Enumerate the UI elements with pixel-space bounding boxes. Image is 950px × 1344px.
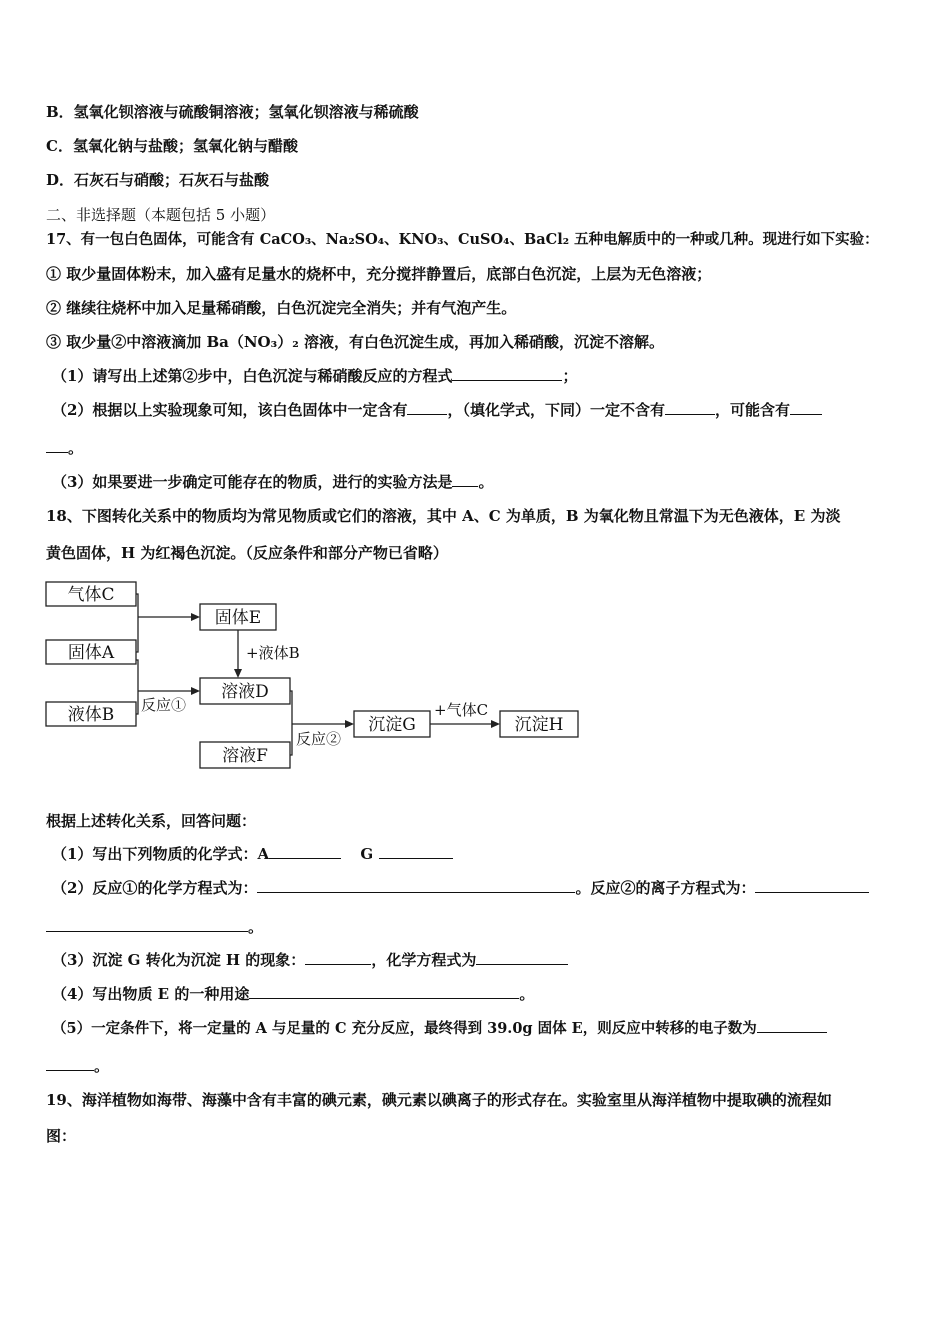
q18-sub1-text-a: （1）写出下列物质的化学式：A	[52, 845, 270, 863]
q18-sub2-cont	[46, 917, 263, 937]
q17-sub3-text: （3）如果要进一步确定可能存在的物质，进行的实验方法是	[52, 473, 453, 491]
label-solution-f: 溶液F	[222, 746, 268, 766]
q18-sub2-blank2[interactable]	[755, 878, 869, 893]
q18-intro: 根据上述转化关系，回答问题：	[46, 812, 257, 830]
q17-sub2-text-c: ，可能含有	[714, 401, 790, 419]
q17-step2: ② 继续往烧杯中加入足量稀硝酸，白色沉淀完全消失；并有气泡产生。	[46, 299, 517, 317]
q18-sub2-text-b: 。反应②的离子方程式为：	[575, 879, 756, 897]
q17-sub2-blank2[interactable]	[665, 400, 715, 415]
label-reaction-1: 反应①	[141, 696, 187, 714]
q17-sub1-end: ；	[562, 367, 578, 385]
label-solid-e: 固体E	[214, 608, 262, 628]
q19-stem-2: 图：	[46, 1127, 77, 1145]
option-d: D．石灰石与硝酸；石灰石与盐酸	[46, 171, 270, 189]
label-liquid-b: 液体B	[67, 705, 115, 725]
q18-sub2-blank1[interactable]	[257, 878, 575, 893]
q18-sub5-text: （5）一定条件下，将一定量的 A 与足量的 C 充分反应，最终得到 39.0g 固体 E，则反应中转移的电子数为	[52, 1020, 757, 1037]
q17-sub2-blank3[interactable]	[790, 400, 822, 415]
q18-sub3-blank2[interactable]	[476, 950, 568, 965]
q17-sub1	[52, 366, 577, 386]
q18-sub5	[52, 1018, 827, 1039]
q18-sub3-text-b: ，化学方程式为	[371, 951, 477, 969]
arrowhead-e-d	[234, 669, 242, 678]
arrowhead-e	[191, 613, 200, 621]
q18-sub2-end: 。	[248, 918, 264, 936]
q18-stem-2: 黄色固体，H 为红褐色沉淀。（反应条件和部分产物已省略）	[46, 544, 448, 562]
q18-sub1-blank-g[interactable]	[379, 844, 453, 859]
q18-sub5-blank-cont[interactable]	[46, 1056, 94, 1071]
label-plus-gas-c: +气体C	[434, 701, 489, 719]
q18-sub2	[52, 878, 869, 898]
q17-sub2-text-a: （2）根据以上实验现象可知，该白色固体中一定含有	[52, 401, 408, 419]
q17-sub2-cont	[46, 438, 83, 458]
q17-stem: 17、有一包白色固体，可能含有 CaCO₃、Na₂SO₄、KNO₃、CuSO₄、BaCl₂ 五种电解质中的一种或几种。现进行如下实验：	[46, 231, 879, 248]
q18-sub5-end: 。	[94, 1057, 110, 1075]
label-reaction-2: 反应②	[296, 730, 342, 748]
label-precip-h: 沉淀H	[514, 715, 564, 735]
q19-stem-1: 19、海洋植物如海带、海藻中含有丰富的碘元素，碘元素以碘离子的形式存在。实验室里从海洋植物中提取碘的流程如	[46, 1091, 832, 1109]
q18-sub3	[52, 950, 568, 970]
q18-sub4	[52, 984, 534, 1004]
q17-sub3-end: 。	[478, 473, 494, 491]
q18-sub5-blank[interactable]	[757, 1018, 827, 1033]
option-c: C．氢氧化钠与盐酸；氢氧化钠与醋酸	[46, 137, 298, 155]
q17-sub2	[52, 400, 822, 420]
label-gas-c: 气体C	[67, 585, 115, 605]
label-solid-a: 固体A	[67, 643, 115, 663]
q17-sub1-text: （1）请写出上述第②步中，白色沉淀与稀硝酸反应的方程式	[52, 367, 453, 385]
q18-sub1-text-b: G	[360, 845, 374, 863]
q17-sub3	[52, 472, 493, 492]
q18-sub4-end: 。	[519, 985, 535, 1003]
q17-sub3-blank[interactable]	[452, 472, 478, 487]
q18-sub2-blank2-cont[interactable]	[46, 917, 248, 932]
q18-sub1	[52, 844, 453, 864]
q18-sub2-text-a: （2）反应①的化学方程式为：	[52, 879, 258, 897]
q18-sub3-blank1[interactable]	[305, 950, 371, 965]
q17-sub1-blank[interactable]	[452, 366, 562, 381]
q17-step3: ③ 取少量②中溶液滴加 Ba（NO₃）₂ 溶液，有白色沉淀生成，再加入稀硝酸，沉淀不溶解。	[46, 333, 664, 351]
q17-sub2-blank1[interactable]	[407, 400, 447, 415]
q18-sub4-text: （4）写出物质 E 的一种用途	[52, 985, 250, 1003]
arrowhead-d	[191, 687, 200, 695]
q18-stem-1: 18、下图转化关系中的物质均为常见物质或它们的溶液，其中 A、C 为单质，B 为氧化物且常温下为无色液体，E 为淡	[46, 507, 841, 525]
label-precip-g: 沉淀G	[368, 715, 416, 735]
q18-sub3-text-a: （3）沉淀 G 转化为沉淀 H 的现象：	[52, 951, 306, 969]
q17-sub2-text-b: ，（填化学式，下同）一定不含有	[447, 401, 665, 419]
q18-sub4-blank[interactable]	[249, 984, 519, 999]
option-b: B．氢氧化钡溶液与硫酸铜溶液；氢氧化钡溶液与稀硫酸	[46, 103, 419, 121]
q17-sub2-blank3-cont[interactable]	[46, 438, 68, 453]
q18-sub1-blank-a[interactable]	[269, 844, 341, 859]
label-solution-d: 溶液D	[221, 682, 269, 702]
q17-sub2-end: 。	[68, 439, 84, 457]
q17-step1: ① 取少量固体粉末，加入盛有足量水的烧杯中，充分搅拌静置后，底部白色沉淀，上层为无色溶液；	[46, 265, 712, 283]
label-plus-liquid-b: +液体B	[246, 644, 300, 662]
section-heading: 二、非选择题（本题包括 5 小题）	[46, 206, 276, 224]
arrowhead-h	[491, 720, 500, 728]
q18-flow-diagram	[40, 574, 600, 774]
q18-sub5-cont	[46, 1056, 109, 1076]
arrowhead-g	[345, 720, 354, 728]
